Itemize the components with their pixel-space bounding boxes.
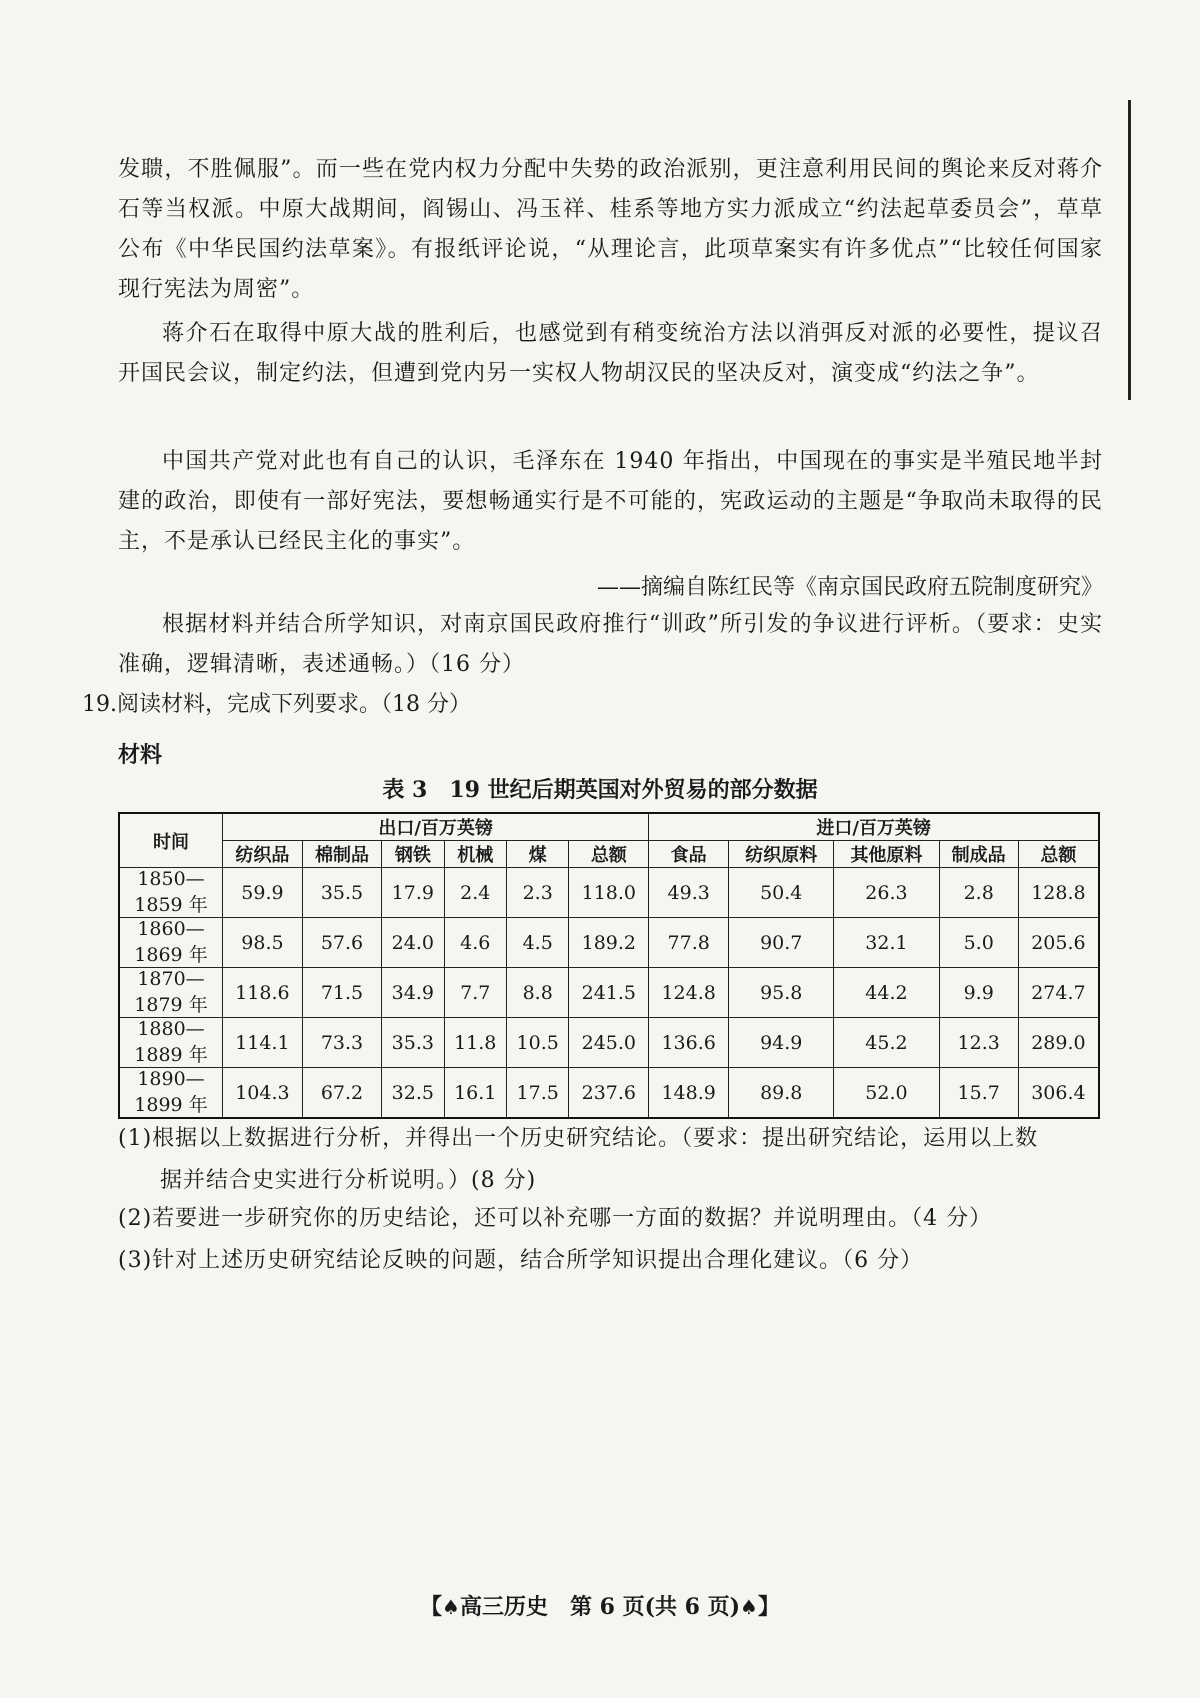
value-cell: 2.3 xyxy=(506,868,568,918)
value-cell: 35.5 xyxy=(302,868,381,918)
value-cell: 148.9 xyxy=(649,1068,729,1119)
column-header: 纺织原料 xyxy=(729,841,834,868)
value-cell: 8.8 xyxy=(506,968,568,1018)
value-cell: 5.0 xyxy=(939,918,1018,968)
table-row xyxy=(119,868,1099,918)
value-cell: 306.4 xyxy=(1018,1068,1099,1119)
value-cell: 44.2 xyxy=(834,968,939,1018)
value-cell: 95.8 xyxy=(729,968,834,1018)
value-cell: 205.6 xyxy=(1018,918,1099,968)
sub-question-1: (1)根据以上数据进行分析，并得出一个历史研究结论。（要求：提出研究结论，运用以上数 xyxy=(118,1126,1039,1151)
value-cell: 67.2 xyxy=(302,1068,381,1119)
value-cell: 136.6 xyxy=(649,1018,729,1068)
value-cell: 34.9 xyxy=(382,968,444,1018)
column-header: 钢铁 xyxy=(382,841,444,868)
value-cell: 118.0 xyxy=(569,868,649,918)
value-cell: 241.5 xyxy=(569,968,649,1018)
value-cell: 49.3 xyxy=(649,868,729,918)
spade-icon: ♠ xyxy=(740,1595,758,1619)
time-header: 时间 xyxy=(119,813,223,868)
value-cell: 77.8 xyxy=(649,918,729,968)
spade-icon: ♠ xyxy=(442,1595,460,1619)
column-header: 其他原料 xyxy=(834,841,939,868)
value-cell: 16.1 xyxy=(444,1068,506,1119)
column-header: 制成品 xyxy=(939,841,1018,868)
value-cell: 90.7 xyxy=(729,918,834,968)
material-label: 材料 xyxy=(118,742,163,768)
column-header: 纺织品 xyxy=(223,841,303,868)
value-cell: 32.5 xyxy=(382,1068,444,1119)
value-cell: 59.9 xyxy=(223,868,303,918)
value-cell: 4.6 xyxy=(444,918,506,968)
paragraph-1-text: 发聩，不胜佩服”。而一些在党内权力分配中失势的政治派别，更注意利用民间的舆论来反对蒋介石等当权派。中原大战期间，阎锡山、冯玉祥、桂系等地方实力派成立“约法起草委员会”，草草公布《中华民国约法草案》。有报纸评论说，“从理论言，此项草案实有许多优点”“比较任何国家现行宪法为周密”。 xyxy=(118,157,1103,302)
period-cell: 1880—1889 年 xyxy=(119,1018,223,1068)
table-header-row-1 xyxy=(119,813,1099,841)
source-citation: ——摘编自陈红民等《南京国民政府五院制度研究》 xyxy=(596,575,1103,600)
value-cell: 73.3 xyxy=(302,1018,381,1068)
value-cell: 45.2 xyxy=(834,1018,939,1068)
import-header: 进口/百万英镑 xyxy=(649,813,1099,841)
value-cell: 245.0 xyxy=(569,1018,649,1068)
value-cell: 71.5 xyxy=(302,968,381,1018)
value-cell: 118.6 xyxy=(223,968,303,1018)
value-cell: 26.3 xyxy=(834,868,939,918)
value-cell: 124.8 xyxy=(649,968,729,1018)
table-row xyxy=(119,968,1099,1018)
period-cell: 1870—1879 年 xyxy=(119,968,223,1018)
value-cell: 274.7 xyxy=(1018,968,1099,1018)
period-cell: 1860—1869 年 xyxy=(119,918,223,968)
value-cell: 114.1 xyxy=(223,1018,303,1068)
value-cell: 12.3 xyxy=(939,1018,1018,1068)
value-cell: 10.5 xyxy=(506,1018,568,1068)
sub-question-1-continued: 据并结合史实进行分析说明。）(8 分) xyxy=(160,1168,537,1193)
footer-text: 高三历史 第 6 页(共 6 页) xyxy=(459,1594,741,1620)
table-row xyxy=(119,1018,1099,1068)
value-cell: 289.0 xyxy=(1018,1018,1099,1068)
table-body xyxy=(119,868,1099,1119)
column-header: 总额 xyxy=(1018,841,1099,868)
paragraph-1 xyxy=(118,150,1103,310)
question-18-requirement xyxy=(118,605,1103,685)
value-cell: 32.1 xyxy=(834,918,939,968)
requirement-text: 根据材料并结合所学知识，对南京国民政府推行“训政”所引发的争议进行评析。（要求：史实准确，逻辑清晰，表述通畅。）（16 分） xyxy=(118,612,1103,677)
value-cell: 237.6 xyxy=(569,1068,649,1119)
value-cell: 52.0 xyxy=(834,1068,939,1119)
column-header: 食品 xyxy=(649,841,729,868)
export-header: 出口/百万英镑 xyxy=(223,813,649,841)
value-cell: 7.7 xyxy=(444,968,506,1018)
value-cell: 17.5 xyxy=(506,1068,568,1119)
value-cell: 128.8 xyxy=(1018,868,1099,918)
value-cell: 89.8 xyxy=(729,1068,834,1119)
column-header: 煤 xyxy=(506,841,568,868)
table-row xyxy=(119,1068,1099,1119)
value-cell: 24.0 xyxy=(382,918,444,968)
paragraph-2 xyxy=(118,314,1103,394)
footer-right-bracket: 】 xyxy=(757,1594,780,1620)
paragraph-3-text: 中国共产党对此也有自己的认识，毛泽东在 1940 年指出，中国现在的事实是半殖民地半封建的政治，即使有一部好宪法，要想畅通实行是不可能的，宪政运动的主题是“争取尚未取得的民主，不是承认已经民主化的事实”。 xyxy=(118,449,1103,554)
column-header: 棉制品 xyxy=(302,841,381,868)
value-cell: 2.8 xyxy=(939,868,1018,918)
footer-left-bracket: 【 xyxy=(420,1594,443,1620)
value-cell: 57.6 xyxy=(302,918,381,968)
paragraph-3 xyxy=(118,442,1103,562)
value-cell: 35.3 xyxy=(382,1018,444,1068)
value-cell: 17.9 xyxy=(382,868,444,918)
period-cell: 1850—1859 年 xyxy=(119,868,223,918)
value-cell: 94.9 xyxy=(729,1018,834,1068)
value-cell: 15.7 xyxy=(939,1068,1018,1119)
sub-question-3: (3)针对上述历史研究结论反映的问题，结合所学知识提出合理化建议。（6 分） xyxy=(118,1248,924,1273)
period-cell: 1890—1899 年 xyxy=(119,1068,223,1119)
value-cell: 9.9 xyxy=(939,968,1018,1018)
value-cell: 50.4 xyxy=(729,868,834,918)
column-header: 总额 xyxy=(569,841,649,868)
value-cell: 189.2 xyxy=(569,918,649,968)
paragraph-2-text: 蒋介石在取得中原大战的胜利后，也感觉到有稍变统治方法以消弭反对派的必要性，提议召开国民会议，制定约法，但遭到党内另一实权人物胡汉民的坚决反对，演变成“约法之争”。 xyxy=(118,321,1103,386)
value-cell: 11.8 xyxy=(444,1018,506,1068)
value-cell: 4.5 xyxy=(506,918,568,968)
trade-table xyxy=(118,812,1100,1119)
value-cell: 98.5 xyxy=(223,918,303,968)
table-caption: 表 3 19 世纪后期英国对外贸易的部分数据 xyxy=(382,777,818,803)
column-header: 机械 xyxy=(444,841,506,868)
value-cell: 2.4 xyxy=(444,868,506,918)
table-row xyxy=(119,918,1099,968)
sub-question-2: (2)若要进一步研究你的历史结论，还可以补充哪一方面的数据？并说明理由。（4 分） xyxy=(118,1206,993,1231)
value-cell: 104.3 xyxy=(223,1068,303,1119)
page-footer xyxy=(0,1590,1200,1621)
margin-line xyxy=(1128,100,1131,400)
question-19-title: 19.阅读材料，完成下列要求。（18 分） xyxy=(82,692,471,717)
table-header-row-2 xyxy=(119,841,1099,868)
